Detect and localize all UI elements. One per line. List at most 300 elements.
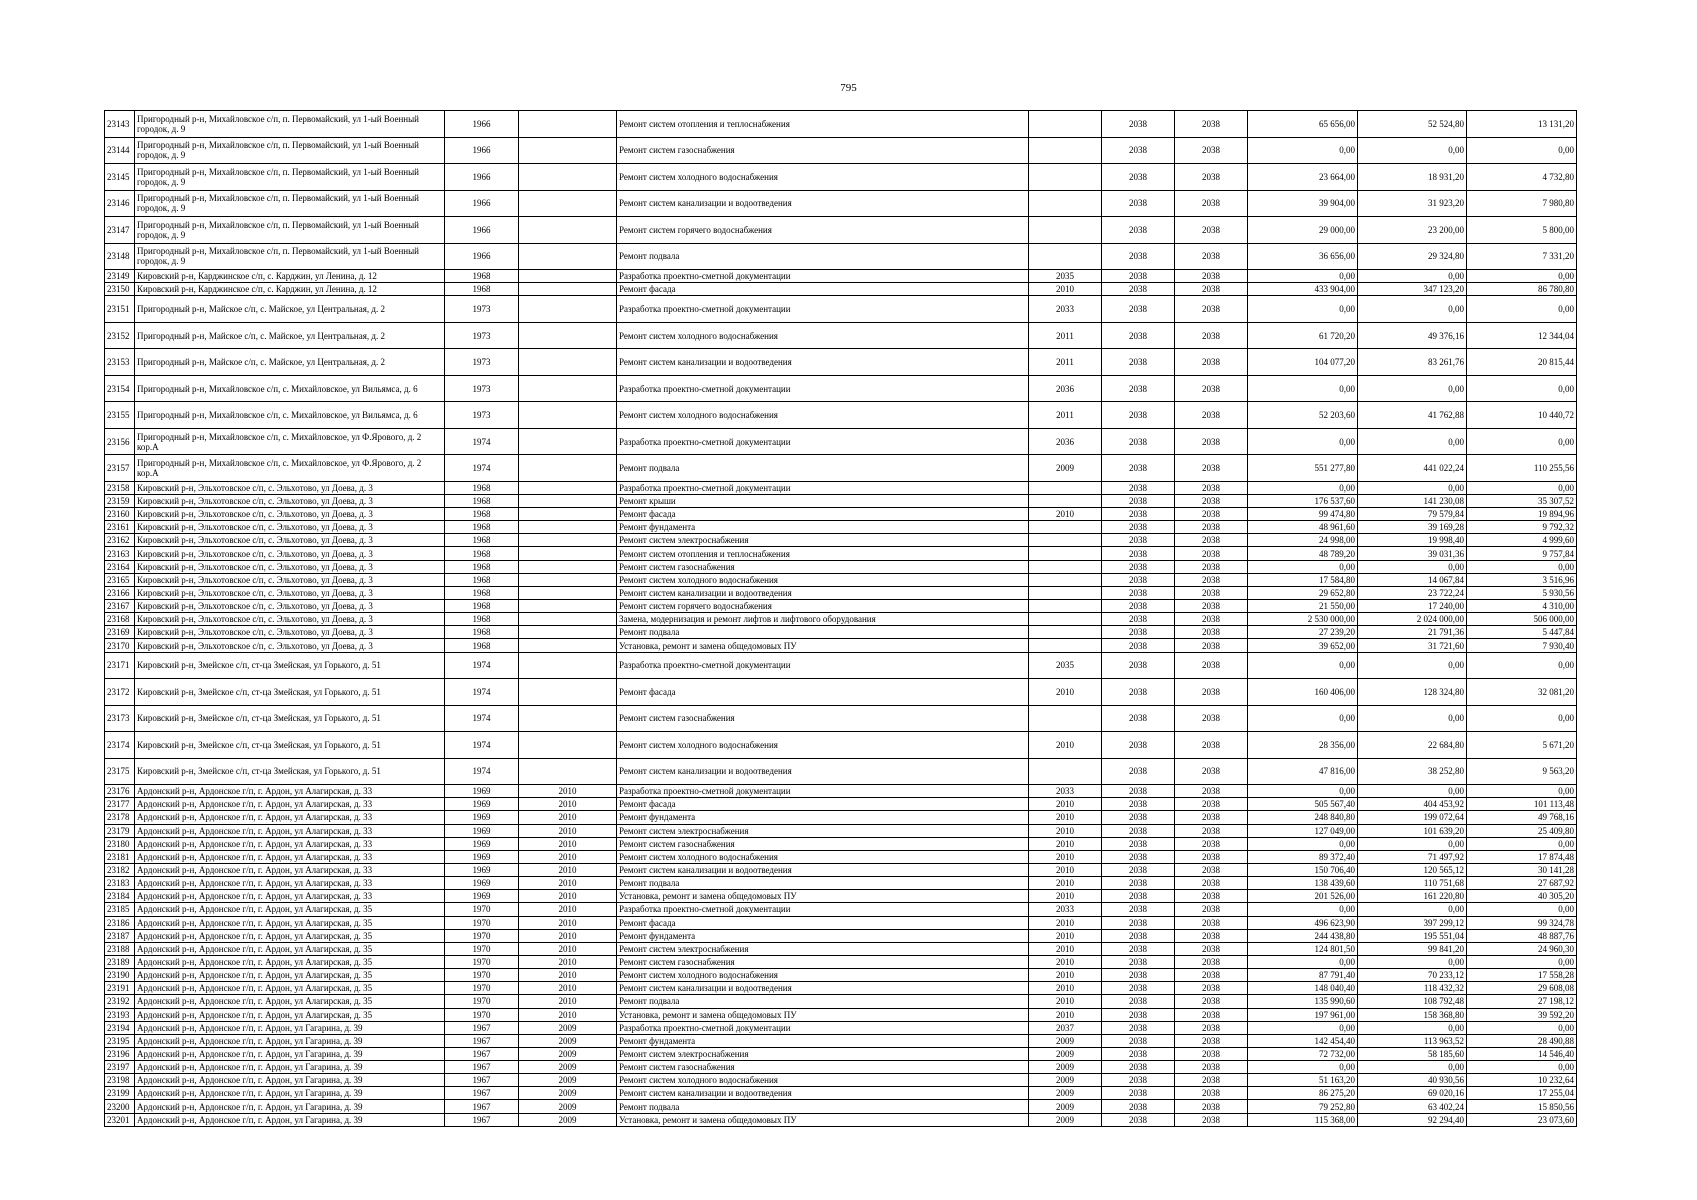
table-body: [105, 111, 1577, 1127]
cell-plan-year-end: 2038: [1175, 270, 1248, 283]
cell-plan-year-end: 2038: [1175, 916, 1248, 929]
cell-plan-year-end: 2038: [1175, 573, 1248, 586]
cell-work-type: Установка, ремонт и замена общедомовых ПУ: [617, 890, 1029, 903]
cell-address: Ардонский р-н, Ардонское г/п, г. Ардон, ул Алагирская, д. 35: [135, 969, 445, 982]
cell-row-number: 23145: [105, 164, 135, 191]
cell-fund-cost: 101 639,20: [1358, 824, 1467, 837]
cell-row-number: 23165: [105, 573, 135, 586]
cell-plan-year-end: 2038: [1175, 824, 1248, 837]
cell-total-cost: 248 840,80: [1248, 811, 1358, 824]
cell-owner-cost: 0,00: [1467, 837, 1577, 850]
cell-build-year: 1967: [445, 1061, 519, 1074]
table-row: [105, 455, 1577, 482]
cell-total-cost: 127 049,00: [1248, 824, 1358, 837]
cell-build-year: 1974: [445, 732, 519, 759]
cell-work-type: Ремонт подвала: [617, 1100, 1029, 1113]
table-row: [105, 508, 1577, 521]
cell-build-year: 1970: [445, 982, 519, 995]
cell-fund-cost: 0,00: [1358, 652, 1467, 679]
cell-address: Ардонский р-н, Ардонское г/п, г. Ардон, ул Алагирская, д. 33: [135, 850, 445, 863]
cell-plan-year-start: 2038: [1102, 547, 1175, 560]
cell-fund-cost: 0,00: [1358, 375, 1467, 402]
cell-last-repair-year: [519, 402, 617, 429]
cell-plan-year-start: 2038: [1102, 837, 1175, 850]
cell-plan-year-end: 2038: [1175, 508, 1248, 521]
cell-last-repair-year: 2010: [519, 798, 617, 811]
cell-last-repair-year: 2009: [519, 1087, 617, 1100]
cell-plan-year-start: 2038: [1102, 679, 1175, 706]
table-row: [105, 296, 1577, 323]
cell-owner-cost: 5 930,56: [1467, 586, 1577, 599]
table-row: [105, 270, 1577, 283]
cell-prev-repair-year: 2036: [1029, 428, 1102, 455]
cell-work-type: Ремонт подвала: [617, 877, 1029, 890]
table-row: [105, 679, 1577, 706]
cell-plan-year-end: 2038: [1175, 903, 1248, 916]
cell-owner-cost: 9 563,20: [1467, 758, 1577, 785]
cell-address: Ардонский р-н, Ардонское г/п, г. Ардон, ул Алагирская, д. 33: [135, 824, 445, 837]
cell-total-cost: 24 998,00: [1248, 534, 1358, 547]
cell-work-type: Разработка проектно-сметной документации: [617, 785, 1029, 798]
cell-row-number: 23160: [105, 508, 135, 521]
cell-plan-year-end: 2038: [1175, 850, 1248, 863]
cell-fund-cost: 69 020,16: [1358, 1087, 1467, 1100]
cell-owner-cost: 0,00: [1467, 560, 1577, 573]
cell-plan-year-start: 2038: [1102, 494, 1175, 507]
table-row: [105, 995, 1577, 1008]
cell-plan-year-start: 2038: [1102, 639, 1175, 652]
cell-total-cost: 79 252,80: [1248, 1100, 1358, 1113]
table-row: [105, 573, 1577, 586]
cell-plan-year-start: 2038: [1102, 1074, 1175, 1087]
cell-plan-year-start: 2038: [1102, 824, 1175, 837]
cell-owner-cost: 30 141,28: [1467, 863, 1577, 876]
cell-prev-repair-year: [1029, 521, 1102, 534]
cell-work-type: Ремонт систем горячего водоснабжения: [617, 217, 1029, 244]
cell-row-number: 23193: [105, 1008, 135, 1021]
cell-owner-cost: 3 516,96: [1467, 573, 1577, 586]
cell-fund-cost: 0,00: [1358, 137, 1467, 164]
cell-plan-year-end: 2038: [1175, 547, 1248, 560]
cell-plan-year-end: 2038: [1175, 111, 1248, 138]
cell-build-year: 1966: [445, 111, 519, 138]
cell-total-cost: 496 623,90: [1248, 916, 1358, 929]
cell-address: Кировский р-н, Эльхотовское с/п, с. Эльхотово, ул Доева, д. 3: [135, 639, 445, 652]
cell-owner-cost: 40 305,20: [1467, 890, 1577, 903]
cell-owner-cost: 0,00: [1467, 903, 1577, 916]
cell-row-number: 23195: [105, 1034, 135, 1047]
table-row: [105, 1087, 1577, 1100]
cell-total-cost: 433 904,00: [1248, 283, 1358, 296]
cell-address: Пригородный р-н, Майское с/п, с. Майское, ул Центральная, д. 2: [135, 322, 445, 349]
cell-plan-year-start: 2038: [1102, 1100, 1175, 1113]
cell-fund-cost: 63 402,24: [1358, 1100, 1467, 1113]
cell-plan-year-start: 2038: [1102, 785, 1175, 798]
cell-plan-year-end: 2038: [1175, 811, 1248, 824]
cell-work-type: Ремонт систем электроснабжения: [617, 824, 1029, 837]
cell-row-number: 23143: [105, 111, 135, 138]
cell-plan-year-start: 2038: [1102, 652, 1175, 679]
cell-fund-cost: 17 240,00: [1358, 600, 1467, 613]
table-row: [105, 837, 1577, 850]
cell-prev-repair-year: 2033: [1029, 903, 1102, 916]
cell-prev-repair-year: 2010: [1029, 824, 1102, 837]
cell-prev-repair-year: [1029, 758, 1102, 785]
cell-owner-cost: 7 930,40: [1467, 639, 1577, 652]
cell-address: Кировский р-н, Змейское с/п, ст-ца Змейская, ул Горького, д. 51: [135, 652, 445, 679]
table-row: [105, 903, 1577, 916]
cell-total-cost: 160 406,00: [1248, 679, 1358, 706]
cell-work-type: Установка, ремонт и замена общедомовых ПУ: [617, 1008, 1029, 1021]
cell-fund-cost: 0,00: [1358, 837, 1467, 850]
cell-plan-year-end: 2038: [1175, 1100, 1248, 1113]
table-row: [105, 1061, 1577, 1074]
cell-total-cost: 86 275,20: [1248, 1087, 1358, 1100]
cell-prev-repair-year: 2010: [1029, 929, 1102, 942]
cell-total-cost: 36 656,00: [1248, 243, 1358, 270]
cell-build-year: 1970: [445, 942, 519, 955]
cell-owner-cost: 10 440,72: [1467, 402, 1577, 429]
cell-owner-cost: 7 980,80: [1467, 190, 1577, 217]
cell-owner-cost: 0,00: [1467, 296, 1577, 323]
cell-build-year: 1973: [445, 296, 519, 323]
cell-address: Кировский р-н, Карджинское с/п, с. Карджин, ул Ленина, д. 12: [135, 283, 445, 296]
cell-plan-year-start: 2038: [1102, 613, 1175, 626]
cell-plan-year-end: 2038: [1175, 1074, 1248, 1087]
cell-owner-cost: 0,00: [1467, 1021, 1577, 1034]
cell-build-year: 1966: [445, 164, 519, 191]
table-row: [105, 758, 1577, 785]
cell-plan-year-start: 2038: [1102, 508, 1175, 521]
cell-prev-repair-year: 2010: [1029, 982, 1102, 995]
cell-work-type: Ремонт систем электроснабжения: [617, 1047, 1029, 1060]
cell-plan-year-start: 2038: [1102, 995, 1175, 1008]
cell-row-number: 23179: [105, 824, 135, 837]
cell-work-type: Установка, ремонт и замена общедомовых ПУ: [617, 639, 1029, 652]
cell-owner-cost: 19 894,96: [1467, 508, 1577, 521]
cell-owner-cost: 20 815,44: [1467, 349, 1577, 376]
cell-prev-repair-year: 2010: [1029, 916, 1102, 929]
cell-build-year: 1968: [445, 521, 519, 534]
cell-plan-year-end: 2038: [1175, 428, 1248, 455]
cell-owner-cost: 27 198,12: [1467, 995, 1577, 1008]
cell-row-number: 23146: [105, 190, 135, 217]
cell-total-cost: 0,00: [1248, 481, 1358, 494]
table-row: [105, 626, 1577, 639]
cell-plan-year-start: 2038: [1102, 402, 1175, 429]
cell-build-year: 1970: [445, 995, 519, 1008]
cell-work-type: Ремонт систем канализации и водоотведения: [617, 349, 1029, 376]
cell-last-repair-year: 2010: [519, 982, 617, 995]
cell-fund-cost: 52 524,80: [1358, 111, 1467, 138]
cell-plan-year-start: 2038: [1102, 322, 1175, 349]
cell-address: Пригородный р-н, Майское с/п, с. Майское, ул Центральная, д. 2: [135, 296, 445, 323]
cell-plan-year-start: 2038: [1102, 1021, 1175, 1034]
cell-prev-repair-year: 2010: [1029, 811, 1102, 824]
cell-row-number: 23200: [105, 1100, 135, 1113]
cell-build-year: 1968: [445, 560, 519, 573]
cell-prev-repair-year: [1029, 547, 1102, 560]
cell-last-repair-year: 2010: [519, 850, 617, 863]
cell-address: Кировский р-н, Карджинское с/п, с. Карджин, ул Ленина, д. 12: [135, 270, 445, 283]
cell-work-type: Ремонт подвала: [617, 626, 1029, 639]
table-row: [105, 850, 1577, 863]
cell-last-repair-year: 2009: [519, 1021, 617, 1034]
cell-plan-year-end: 2038: [1175, 1087, 1248, 1100]
cell-fund-cost: 141 230,08: [1358, 494, 1467, 507]
cell-row-number: 23153: [105, 349, 135, 376]
cell-row-number: 23154: [105, 375, 135, 402]
cell-address: Кировский р-н, Эльхотовское с/п, с. Эльхотово, ул Доева, д. 3: [135, 494, 445, 507]
cell-work-type: Ремонт подвала: [617, 243, 1029, 270]
cell-work-type: Ремонт систем холодного водоснабжения: [617, 402, 1029, 429]
cell-plan-year-end: 2038: [1175, 995, 1248, 1008]
cell-build-year: 1967: [445, 1087, 519, 1100]
cell-build-year: 1969: [445, 877, 519, 890]
cell-fund-cost: 0,00: [1358, 481, 1467, 494]
cell-prev-repair-year: 2010: [1029, 877, 1102, 890]
cell-build-year: 1969: [445, 798, 519, 811]
cell-address: Ардонский р-н, Ардонское г/п, г. Ардон, ул Алагирская, д. 35: [135, 982, 445, 995]
cell-address: Кировский р-н, Змейское с/п, ст-ца Змейская, ул Горького, д. 51: [135, 679, 445, 706]
cell-last-repair-year: 2010: [519, 969, 617, 982]
cell-prev-repair-year: [1029, 573, 1102, 586]
cell-plan-year-start: 2038: [1102, 375, 1175, 402]
cell-last-repair-year: 2009: [519, 1034, 617, 1047]
table-row: [105, 890, 1577, 903]
cell-work-type: Ремонт систем холодного водоснабжения: [617, 1074, 1029, 1087]
cell-last-repair-year: 2010: [519, 863, 617, 876]
cell-total-cost: 51 163,20: [1248, 1074, 1358, 1087]
cell-fund-cost: 120 565,12: [1358, 863, 1467, 876]
cell-total-cost: 29 000,00: [1248, 217, 1358, 244]
cell-last-repair-year: [519, 481, 617, 494]
cell-fund-cost: 113 963,52: [1358, 1034, 1467, 1047]
cell-plan-year-start: 2038: [1102, 243, 1175, 270]
cell-prev-repair-year: [1029, 243, 1102, 270]
cell-address: Кировский р-н, Эльхотовское с/п, с. Эльхотово, ул Доева, д. 3: [135, 508, 445, 521]
cell-address: Кировский р-н, Змейское с/п, ст-ца Змейская, ул Горького, д. 51: [135, 705, 445, 732]
table-row: [105, 705, 1577, 732]
cell-address: Кировский р-н, Эльхотовское с/п, с. Эльхотово, ул Доева, д. 3: [135, 481, 445, 494]
cell-plan-year-end: 2038: [1175, 798, 1248, 811]
cell-last-repair-year: [519, 243, 617, 270]
cell-work-type: Ремонт систем канализации и водоотведения: [617, 863, 1029, 876]
cell-row-number: 23189: [105, 955, 135, 968]
cell-plan-year-start: 2038: [1102, 955, 1175, 968]
cell-fund-cost: 128 324,80: [1358, 679, 1467, 706]
cell-build-year: 1968: [445, 613, 519, 626]
cell-fund-cost: 441 022,24: [1358, 455, 1467, 482]
cell-build-year: 1973: [445, 349, 519, 376]
cell-plan-year-start: 2038: [1102, 850, 1175, 863]
cell-prev-repair-year: [1029, 111, 1102, 138]
cell-build-year: 1969: [445, 837, 519, 850]
cell-work-type: Ремонт систем холодного водоснабжения: [617, 573, 1029, 586]
cell-fund-cost: 0,00: [1358, 955, 1467, 968]
cell-work-type: Ремонт систем холодного водоснабжения: [617, 969, 1029, 982]
cell-address: Ардонский р-н, Ардонское г/п, г. Ардон, ул Гагарина, д. 39: [135, 1113, 445, 1126]
cell-owner-cost: 13 131,20: [1467, 111, 1577, 138]
table-row: [105, 547, 1577, 560]
cell-row-number: 23185: [105, 903, 135, 916]
cell-work-type: Ремонт фундамента: [617, 811, 1029, 824]
cell-total-cost: 0,00: [1248, 652, 1358, 679]
cell-total-cost: 150 706,40: [1248, 863, 1358, 876]
cell-owner-cost: 0,00: [1467, 375, 1577, 402]
cell-work-type: Ремонт систем холодного водоснабжения: [617, 850, 1029, 863]
cell-plan-year-start: 2038: [1102, 164, 1175, 191]
cell-owner-cost: 27 687,92: [1467, 877, 1577, 890]
cell-work-type: Разработка проектно-сметной документации: [617, 481, 1029, 494]
cell-plan-year-start: 2038: [1102, 863, 1175, 876]
cell-total-cost: 39 904,00: [1248, 190, 1358, 217]
cell-plan-year-start: 2038: [1102, 1061, 1175, 1074]
cell-plan-year-start: 2038: [1102, 942, 1175, 955]
cell-plan-year-end: 2038: [1175, 705, 1248, 732]
cell-last-repair-year: [519, 111, 617, 138]
cell-plan-year-start: 2038: [1102, 916, 1175, 929]
table-row: [105, 481, 1577, 494]
cell-plan-year-start: 2038: [1102, 534, 1175, 547]
cell-owner-cost: 15 850,56: [1467, 1100, 1577, 1113]
cell-address: Пригородный р-н, Михайловское с/п, п. Первомайский, ул 1-ый Военный городок, д. 9: [135, 243, 445, 270]
cell-build-year: 1966: [445, 190, 519, 217]
cell-plan-year-start: 2038: [1102, 1008, 1175, 1021]
cell-prev-repair-year: 2010: [1029, 890, 1102, 903]
cell-owner-cost: 0,00: [1467, 955, 1577, 968]
cell-row-number: 23198: [105, 1074, 135, 1087]
cell-prev-repair-year: 2009: [1029, 1061, 1102, 1074]
cell-prev-repair-year: 2009: [1029, 1047, 1102, 1060]
cell-plan-year-start: 2038: [1102, 969, 1175, 982]
cell-prev-repair-year: [1029, 560, 1102, 573]
cell-total-cost: 197 961,00: [1248, 1008, 1358, 1021]
cell-prev-repair-year: 2010: [1029, 955, 1102, 968]
cell-prev-repair-year: 2009: [1029, 1074, 1102, 1087]
cell-total-cost: 87 791,40: [1248, 969, 1358, 982]
cell-fund-cost: 118 432,32: [1358, 982, 1467, 995]
table-row: [105, 521, 1577, 534]
cell-row-number: 23150: [105, 283, 135, 296]
cell-work-type: Ремонт систем электроснабжения: [617, 534, 1029, 547]
cell-plan-year-start: 2038: [1102, 1034, 1175, 1047]
cell-fund-cost: 29 324,80: [1358, 243, 1467, 270]
cell-address: Кировский р-н, Эльхотовское с/п, с. Эльхотово, ул Доева, д. 3: [135, 626, 445, 639]
cell-plan-year-start: 2038: [1102, 600, 1175, 613]
cell-prev-repair-year: [1029, 586, 1102, 599]
cell-fund-cost: 58 185,60: [1358, 1047, 1467, 1060]
cell-build-year: 1966: [445, 217, 519, 244]
cell-work-type: Ремонт систем электроснабжения: [617, 942, 1029, 955]
cell-plan-year-start: 2038: [1102, 137, 1175, 164]
table-row: [105, 402, 1577, 429]
cell-row-number: 23199: [105, 1087, 135, 1100]
cell-work-type: Ремонт систем канализации и водоотведения: [617, 1087, 1029, 1100]
table-row: [105, 613, 1577, 626]
table-row: [105, 111, 1577, 138]
cell-work-type: Ремонт систем газоснабжения: [617, 137, 1029, 164]
cell-fund-cost: 23 722,24: [1358, 586, 1467, 599]
cell-total-cost: 124 801,50: [1248, 942, 1358, 955]
cell-fund-cost: 22 684,80: [1358, 732, 1467, 759]
cell-build-year: 1970: [445, 955, 519, 968]
table-row: [105, 586, 1577, 599]
cell-plan-year-end: 2038: [1175, 494, 1248, 507]
table-row: [105, 639, 1577, 652]
cell-last-repair-year: 2009: [519, 1074, 617, 1087]
cell-address: Ардонский р-н, Ардонское г/п, г. Ардон, ул Алагирская, д. 35: [135, 955, 445, 968]
cell-last-repair-year: 2010: [519, 995, 617, 1008]
cell-prev-repair-year: [1029, 137, 1102, 164]
cell-owner-cost: 0,00: [1467, 705, 1577, 732]
cell-build-year: 1966: [445, 137, 519, 164]
cell-prev-repair-year: 2010: [1029, 1008, 1102, 1021]
cell-work-type: Ремонт систем газоснабжения: [617, 837, 1029, 850]
cell-build-year: 1974: [445, 705, 519, 732]
cell-owner-cost: 101 113,48: [1467, 798, 1577, 811]
cell-row-number: 23144: [105, 137, 135, 164]
cell-address: Ардонский р-н, Ардонское г/п, г. Ардон, ул Алагирская, д. 33: [135, 863, 445, 876]
cell-plan-year-start: 2038: [1102, 798, 1175, 811]
cell-plan-year-end: 2038: [1175, 626, 1248, 639]
cell-last-repair-year: 2010: [519, 890, 617, 903]
cell-owner-cost: 86 780,80: [1467, 283, 1577, 296]
cell-address: Пригородный р-н, Михайловское с/п, с. Михайловское, ул Ф.Ярового, д. 2 кор.А: [135, 428, 445, 455]
cell-work-type: Ремонт подвала: [617, 455, 1029, 482]
cell-plan-year-end: 2038: [1175, 283, 1248, 296]
cell-build-year: 1968: [445, 586, 519, 599]
cell-total-cost: 0,00: [1248, 428, 1358, 455]
cell-address: Пригородный р-н, Михайловское с/п, с. Михайловское, ул Вильямса, д. 6: [135, 375, 445, 402]
cell-address: Ардонский р-н, Ардонское г/п, г. Ардон, ул Гагарина, д. 39: [135, 1061, 445, 1074]
cell-build-year: 1967: [445, 1047, 519, 1060]
cell-work-type: Ремонт фасада: [617, 798, 1029, 811]
cell-build-year: 1969: [445, 890, 519, 903]
cell-fund-cost: 38 252,80: [1358, 758, 1467, 785]
cell-address: Ардонский р-н, Ардонское г/п, г. Ардон, ул Алагирская, д. 33: [135, 837, 445, 850]
cell-row-number: 23169: [105, 626, 135, 639]
cell-fund-cost: 158 368,80: [1358, 1008, 1467, 1021]
table-row: [105, 1034, 1577, 1047]
cell-owner-cost: 4 310,00: [1467, 600, 1577, 613]
cell-total-cost: 0,00: [1248, 1061, 1358, 1074]
cell-prev-repair-year: 2010: [1029, 969, 1102, 982]
cell-prev-repair-year: 2010: [1029, 283, 1102, 296]
cell-plan-year-start: 2038: [1102, 1113, 1175, 1126]
cell-build-year: 1967: [445, 1113, 519, 1126]
cell-build-year: 1974: [445, 652, 519, 679]
cell-total-cost: 138 439,60: [1248, 877, 1358, 890]
cell-plan-year-end: 2038: [1175, 322, 1248, 349]
cell-owner-cost: 5 447,84: [1467, 626, 1577, 639]
cell-plan-year-end: 2038: [1175, 1113, 1248, 1126]
cell-last-repair-year: [519, 190, 617, 217]
cell-prev-repair-year: [1029, 190, 1102, 217]
cell-fund-cost: 31 923,20: [1358, 190, 1467, 217]
cell-plan-year-start: 2038: [1102, 1047, 1175, 1060]
cell-last-repair-year: [519, 626, 617, 639]
cell-plan-year-end: 2038: [1175, 349, 1248, 376]
cell-total-cost: 28 356,00: [1248, 732, 1358, 759]
table-row: [105, 942, 1577, 955]
table-row: [105, 217, 1577, 244]
table-row: [105, 243, 1577, 270]
cell-total-cost: 23 664,00: [1248, 164, 1358, 191]
cell-prev-repair-year: 2036: [1029, 375, 1102, 402]
cell-row-number: 23192: [105, 995, 135, 1008]
cell-build-year: 1968: [445, 508, 519, 521]
